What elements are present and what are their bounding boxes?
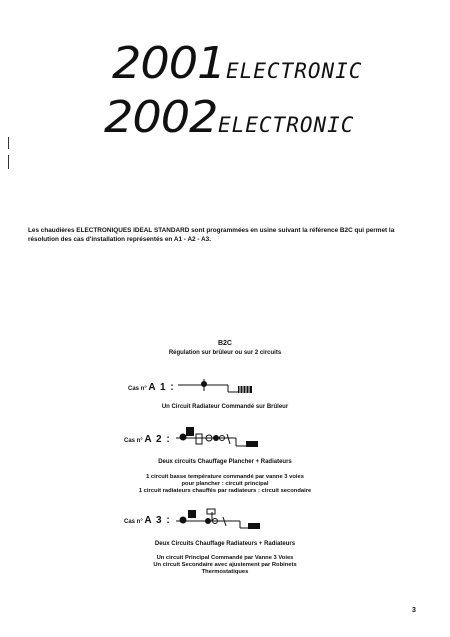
case-a2-diagram: [176, 424, 271, 452]
case-a2-note-1: 1 circuit basse température commandé par vanne 3 voies: [146, 474, 304, 480]
model-word: ELECTRONIC: [225, 59, 363, 83]
case-a2-label: [124, 434, 171, 445]
case-a2-note-3: 1 circuit radiateurs chauffés par radiateurs : circuit secondaire: [138, 488, 312, 494]
case-id: A 2 :: [144, 434, 171, 445]
case-a3-label: [124, 515, 171, 526]
model-number: 2002: [104, 92, 218, 143]
case-a1-caption: Un Circuit Radiateur Commandé sur Brûleur: [161, 404, 289, 410]
intro-paragraph: Les chaudières ELECTRONIQUES IDEAL STANDARD sont programmées en usine suivant la référence B2C qui permet la résolution des cas d'installation représentés en A1 - A2 - A3.: [28, 227, 395, 243]
model-number: 2001: [112, 38, 226, 89]
case-id: A 1 :: [148, 382, 175, 393]
section-subtitle: Régulation sur brûleur ou sur 2 circuits: [168, 350, 282, 356]
title-2002: [104, 92, 354, 143]
title-2001: [112, 38, 362, 89]
model-word: ELECTRONIC: [217, 113, 355, 137]
case-prefix: Cas n°: [124, 438, 143, 444]
case-a3-caption: Deux Circuits Chauffage Radiateurs + Radiateurs: [154, 541, 296, 547]
case-a1-diagram: [178, 375, 273, 397]
case-id: A 3 :: [144, 515, 171, 526]
case-prefix: Cas n°: [124, 519, 143, 525]
case-a3-note-3: Thermostatiques: [201, 569, 249, 575]
case-a3-diagram: [176, 507, 271, 535]
case-a1-label: [128, 382, 175, 393]
margin-mark: [8, 137, 9, 149]
case-prefix: Cas n°: [128, 386, 147, 392]
page-number: 3: [412, 607, 416, 614]
case-a2-caption: Deux circuits Chauffage Plancher + Radiateurs: [158, 459, 292, 465]
section-code: B2C: [217, 340, 232, 347]
margin-mark: [8, 155, 9, 169]
case-a3-note-2: Un circuit Secondaire avec ajustement par Robinets: [153, 562, 297, 568]
case-a3-note-1: Un circuit Principal Commandé par Vanne 3 Voies: [156, 555, 294, 561]
case-a2-note-2: pour plancher : circuit principal: [181, 481, 269, 487]
